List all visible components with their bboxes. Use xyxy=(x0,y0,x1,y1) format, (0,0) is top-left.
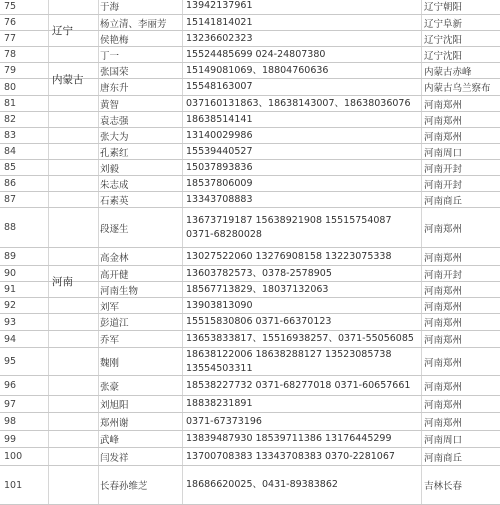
row-number: 78 xyxy=(4,49,17,60)
row-number: 98 xyxy=(4,416,17,427)
row-number: 100 xyxy=(4,451,23,462)
contact-phone: 18838231891 xyxy=(186,398,253,409)
row-number: 87 xyxy=(4,194,17,205)
contact-city: 辽宁朝阳 xyxy=(424,2,463,13)
contact-name: 杨立清、李丽芳 xyxy=(100,18,167,30)
contact-name: 袁志强 xyxy=(100,115,129,127)
contact-city: 河南郑州 xyxy=(424,357,463,369)
contact-name: 石素英 xyxy=(100,195,129,207)
contact-name: 彭道江 xyxy=(100,318,129,329)
contact-phone: 15515830806 0371-66370123 xyxy=(186,316,332,327)
contact-city: 河南开封 xyxy=(424,179,463,191)
contact-city: 河南郑州 xyxy=(424,223,463,235)
row-number: 82 xyxy=(4,114,17,125)
contact-city: 内蒙古乌兰察布 xyxy=(424,83,491,94)
contact-city: 河南郑州 xyxy=(424,318,463,329)
contact-name: 武峰 xyxy=(100,435,120,446)
table-row xyxy=(0,466,500,505)
row-number: 89 xyxy=(4,251,17,262)
contact-phone: 13942137961 xyxy=(186,0,253,11)
row-number: 86 xyxy=(4,178,17,189)
contact-name: 长春孙维芝 xyxy=(100,481,148,492)
row-number: 97 xyxy=(4,398,17,410)
contact-name: 于海 xyxy=(100,2,120,13)
contact-name: 刘旭阳 xyxy=(100,400,129,411)
contact-city: 河南郑州 xyxy=(424,99,463,111)
contact-name: 侯艳梅 xyxy=(100,34,129,46)
contact-city: 辽宁沈阳 xyxy=(424,34,463,46)
province-label: 河南 xyxy=(52,275,73,288)
row-number: 96 xyxy=(4,380,17,391)
contact-city: 河南郑州 xyxy=(424,285,463,297)
contact-city: 河南郑州 xyxy=(424,301,463,313)
row-number: 80 xyxy=(4,81,17,93)
row-number: 99 xyxy=(4,433,17,445)
contact-phone: 18638514141 xyxy=(186,113,253,125)
row-number: 93 xyxy=(4,316,17,328)
contact-name: 高金林 xyxy=(100,252,129,264)
contact-name: 郑州谢 xyxy=(100,417,129,429)
contact-name: 段逐生 xyxy=(100,223,129,235)
contact-city: 内蒙古赤峰 xyxy=(424,66,472,78)
contact-phone: 15037893836 xyxy=(186,161,253,173)
contact-phone: 18638122006 18638288127 13523085738 13554503311 xyxy=(186,348,392,374)
contact-name: 刘军 xyxy=(100,301,120,313)
contact-name: 刘毅 xyxy=(100,163,120,175)
contact-phone: 13140029986 xyxy=(186,129,253,141)
contact-name: 孔素红 xyxy=(100,147,129,159)
contact-phone: 18686620025、0431-89383862 xyxy=(186,479,338,490)
contact-phone: 15141814021 xyxy=(186,16,253,28)
contact-city: 河南郑州 xyxy=(424,400,463,411)
row-number: 77 xyxy=(4,33,17,44)
contact-phone: 15539440527 xyxy=(186,145,253,157)
row-number: 90 xyxy=(4,268,17,279)
contact-phone: 13027522060 13276908158 13223075338 xyxy=(186,250,392,262)
contact-phone: 15524485699 024-24807380 xyxy=(186,48,326,60)
row-number: 101 xyxy=(4,479,23,491)
contact-city: 辽宁阜新 xyxy=(424,18,463,30)
contact-name: 乔军 xyxy=(100,335,120,346)
contact-city: 河南郑州 xyxy=(424,131,463,143)
row-number: 84 xyxy=(4,146,17,157)
contact-name: 张大为 xyxy=(100,131,129,143)
contact-city: 河南开封 xyxy=(424,269,463,281)
contact-city: 辽宁沈阳 xyxy=(424,50,463,62)
row-number: 79 xyxy=(4,65,17,76)
contact-phone: 13653833817、15516938257、0371-55056085 xyxy=(186,333,414,344)
contact-name: 唐东升 xyxy=(100,83,129,94)
row-number: 91 xyxy=(4,284,17,295)
contact-phone: 13839487930 18539711386 13176445299 xyxy=(186,433,392,444)
contact-name: 丁一 xyxy=(100,50,120,62)
row-number: 75 xyxy=(4,0,17,12)
row-number: 85 xyxy=(4,162,17,173)
row-number: 88 xyxy=(4,222,17,233)
contact-phone: 037160131863、18638143007、18638036076 xyxy=(186,97,411,109)
contact-name: 高开健 xyxy=(100,269,129,281)
contact-name: 河南生物 xyxy=(100,285,139,297)
contact-phone: 15149081069、18804760636 xyxy=(186,64,329,76)
contact-phone: 18537806009 xyxy=(186,177,253,189)
row-number: 94 xyxy=(4,333,17,345)
contact-city: 河南郑州 xyxy=(424,417,463,429)
contact-phone: 13700708383 13343708383 0370-2281067 xyxy=(186,450,395,462)
row-number: 95 xyxy=(4,356,17,367)
contact-city: 河南周口 xyxy=(424,147,463,159)
contact-name: 张国荣 xyxy=(100,66,129,78)
row-number: 83 xyxy=(4,130,17,141)
contact-phone: 18538227732 0371-68277018 0371-60657661 xyxy=(186,379,411,391)
contact-city: 河南郑州 xyxy=(424,252,463,264)
contact-city: 河南郑州 xyxy=(424,381,463,393)
contact-phone: 13603782573、0378-2578905 xyxy=(186,267,332,279)
province-label: 辽宁 xyxy=(52,25,73,37)
row-number: 81 xyxy=(4,98,17,109)
contact-phone: 18567713829、18037132063 xyxy=(186,283,329,295)
contact-city: 河南商丘 xyxy=(424,452,463,464)
contact-city: 河南周口 xyxy=(424,435,463,446)
row-number: 76 xyxy=(4,17,17,28)
row-number: 92 xyxy=(4,300,17,311)
contact-city: 吉林长春 xyxy=(424,481,463,492)
contact-city: 河南开封 xyxy=(424,163,463,175)
contact-phone: 13343708883 xyxy=(186,193,253,205)
contact-name: 黄智 xyxy=(100,99,120,111)
contact-name: 魏刚 xyxy=(100,357,120,369)
contact-name: 闫发祥 xyxy=(100,452,129,464)
contact-city: 河南郑州 xyxy=(424,335,463,346)
contact-city: 河南商丘 xyxy=(424,195,463,207)
contact-phone: 15548163007 xyxy=(186,81,253,92)
contact-name: 张豪 xyxy=(100,381,120,393)
contact-name: 朱志成 xyxy=(100,179,129,191)
contact-phone: 13673719187 15638921908 15515754087 0371-68280028 xyxy=(186,214,392,240)
contact-phone: 13236602323 xyxy=(186,32,253,44)
contact-phone: 0371-67373196 xyxy=(186,415,262,427)
contact-phone: 13903813090 xyxy=(186,299,253,311)
province-label: 内蒙古 xyxy=(52,74,84,86)
contact-city: 河南郑州 xyxy=(424,115,463,127)
